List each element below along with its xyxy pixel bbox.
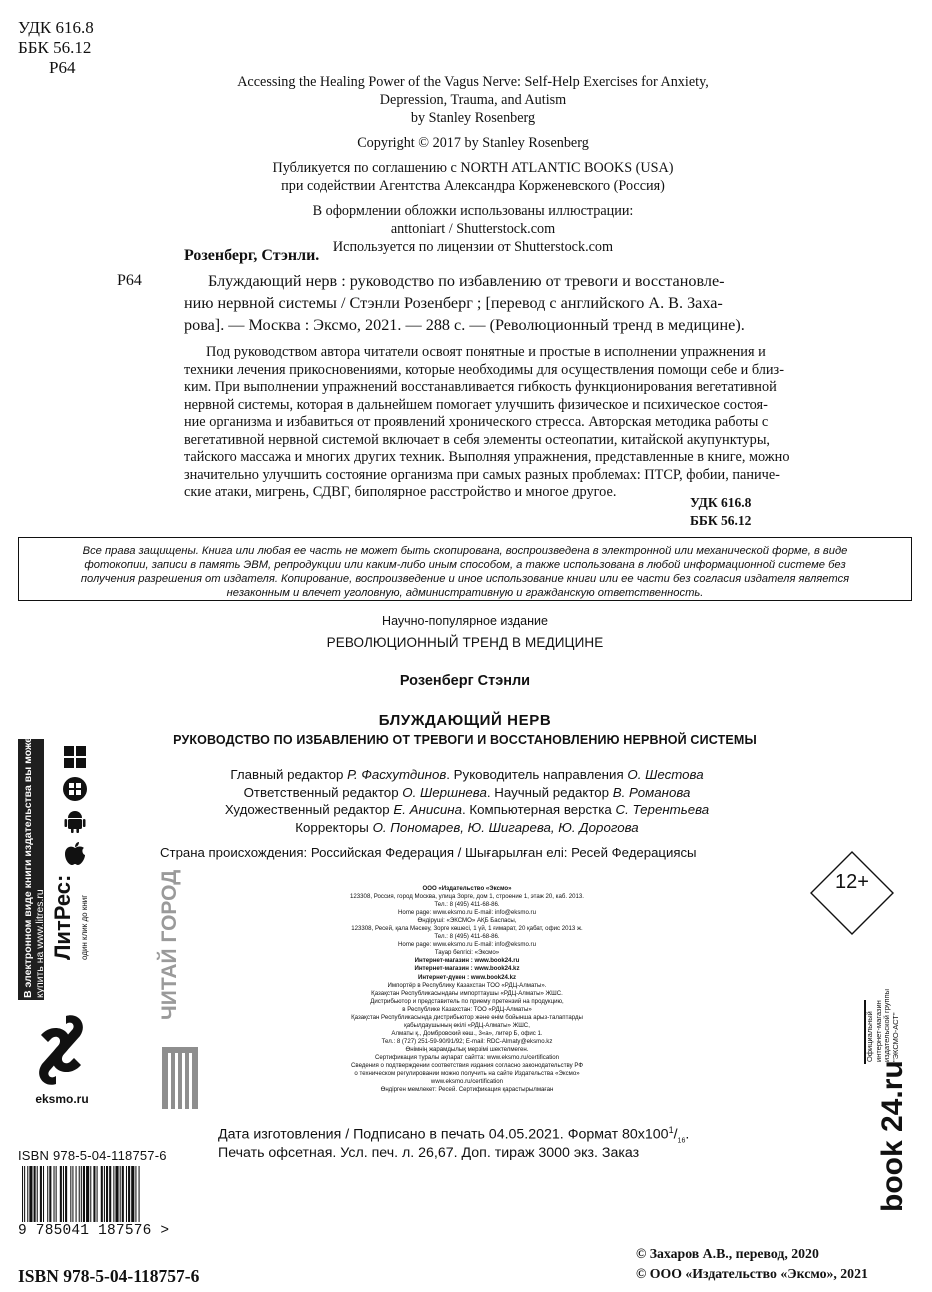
annotation-line: техники лечения прикосновениями, которые необходимы для осуществления помощи себе и близ- — [184, 361, 784, 378]
original-title-line2: Depression, Trauma, and Autism — [379, 92, 567, 108]
annotation-line: вегетативной нервной системой включает в себя элементы остеопатии, китайской акупунктуры, — [184, 431, 770, 448]
cover-credit-line2: anttoniart / Shutterstock.com — [390, 221, 556, 237]
publisher-line: Сведения о подтверждении соответствия издания согласно законодательству РФ — [351, 1062, 583, 1070]
barcode-bar — [120, 1166, 121, 1222]
litres-tagline: один клик до книг — [80, 894, 89, 960]
publisher-line: Тауар белгісі: «Эксмо» — [434, 949, 500, 957]
barcode-bar — [139, 1166, 140, 1222]
publisher-line: Home page: www.eksmo.ru E-mail: info@eksmo.ru — [398, 941, 536, 949]
chitai-gorod-logo: ЧИТАЙ ГОРОД — [158, 869, 181, 1020]
annotation-line: нервной системы, которая в дальнейшем помогает улучшить физическое и психическое состоя- — [184, 396, 768, 413]
publisher-line: ООО «Издательство «Эксмо» — [422, 885, 512, 892]
publisher-line: Интернет-магазин : www.book24.ru — [414, 957, 520, 965]
barcode-bar — [49, 1166, 51, 1222]
barcode-bar — [47, 1166, 48, 1222]
barcode-bar — [79, 1166, 80, 1222]
barcode-bar — [86, 1166, 89, 1222]
rights-line: получения разрешения от издателя. Копирование, воспроизведение и иное использование книги или ее части без согласия издателя является — [80, 573, 850, 585]
credits-line3: Художественный редактор Е. Анисина. Компьютерная верстка С. Терентьева — [224, 802, 710, 817]
author-sign: Р64 — [49, 58, 76, 77]
barcode-bar — [65, 1166, 67, 1222]
annotation-line: значительно улучшить состояние организма при самых разных проблемах: ПТСР, фобии, паниче- — [184, 466, 780, 483]
publisher-line: Дистрибьютор и представитель по приему претензий на продукцию, — [370, 997, 564, 1005]
credits-line2: Ответственный редактор О. Шершнева. Научный редактор В. Романова — [243, 784, 691, 800]
windows-phone-icon — [62, 776, 88, 802]
barcode-bar — [115, 1166, 118, 1222]
barcode-bar — [56, 1166, 57, 1222]
rights-notice — [19, 538, 911, 600]
publisher-line: Қазақстан Республикасындағы импорттаушы «РДЦ-Алматы» ЖШС. — [371, 989, 563, 997]
annotation-codes — [690, 494, 820, 530]
age-rating-text: 12+ — [835, 871, 869, 893]
book24-note: Официальный интернет-магазин издательской группы "ЭКСМО-АСТ" — [865, 988, 900, 1062]
barcode-bar — [81, 1166, 82, 1222]
publisher-line: Интернет-магазин : www.book24.kz — [414, 965, 520, 973]
barcode-bar — [43, 1166, 44, 1222]
publisher-line: о техническом регулировании можно получить на сайте Издательства «Эксмо» — [354, 1070, 580, 1078]
barcode-bar — [37, 1166, 38, 1222]
cover-credit-line1: В оформлении обложки использованы иллюстрации: — [312, 203, 634, 219]
publisher-line: Алматы қ., Домбровский көш., 3«а», литер Б, офис 1. — [391, 1029, 543, 1037]
series-title: РЕВОЛЮЦИОННЫЙ ТРЕНД В МЕДИЦИНЕ — [326, 635, 604, 650]
publisher-line: қабылдаушының өкілі «РДЦ-Алматы» ЖШС, — [404, 1021, 530, 1029]
publisher-line: 123308, Россия, город Москва, улица Зорге, дом 1, строение 1, этаж 20, каб. 2013. — [350, 893, 584, 901]
barcode-bar — [22, 1166, 23, 1222]
publisher-line: Home page: www.eksmo.ru E-mail: info@eksmo.ru — [398, 909, 536, 917]
barcode-bar — [83, 1166, 85, 1222]
barcode-bar — [126, 1166, 127, 1222]
barcode-bar — [90, 1166, 91, 1222]
barcode-bar — [72, 1166, 73, 1222]
rights-line: Все права защищены. Книга или любая ее часть не может быть скопирована, воспроизведена в электронной или механической форме, в виде — [82, 545, 848, 557]
rights-line: фотокопии, записи в память ЭВМ, репродукции или каким-либо иным способом, а также использована в любой информационной системе без — [84, 559, 846, 571]
windows-icon — [62, 744, 88, 770]
chitai-gorod-logo-icon — [162, 1025, 202, 1111]
barcode-icon — [18, 1166, 194, 1222]
publisher-line: Тел.: 8 (495) 411-68-86. — [434, 901, 500, 909]
udk-code-bottom: УДК 616.8 — [690, 495, 752, 510]
agreement-line1: Публикуется по соглашению с NORTH ATLANTIC BOOKS (USA) — [272, 160, 674, 176]
barcode-bar — [60, 1166, 62, 1222]
publisher-line: Өндіруші: «ЭКСМО» АҚБ Баспасы, — [417, 917, 517, 925]
publisher-line: Тел.: 8 (727) 251-59-90/91/92; E-mail: RDC-Almaty@eksmo.kz — [381, 1037, 553, 1045]
original-edition-info — [150, 73, 796, 256]
android-icon — [62, 808, 88, 834]
udk-code: УДК 616.8 — [18, 18, 94, 37]
original-copyright: Copyright © 2017 by Stanley Rosenberg — [357, 135, 589, 151]
publisher-line: www.eksmo.ru/certification — [430, 1078, 504, 1086]
bibliography-line1: Блуждающий нерв : руководство по избавлению от тревоги и восстановле- — [208, 272, 725, 290]
classification-codes — [18, 18, 94, 78]
eksmo-logo-icon — [26, 1010, 96, 1090]
annotation-line: ние организма и избавиться от проявлений хронического стресса. Авторская методика работы с — [184, 414, 769, 430]
barcode-bar — [93, 1166, 95, 1222]
book-title: БЛУЖДАЮЩИЙ НЕРВ — [378, 712, 552, 729]
barcode-bar — [54, 1166, 55, 1222]
bibliography-sign: Р64 — [117, 272, 142, 289]
barcode-digits: 9 785041 187576 > — [18, 1223, 170, 1239]
barcode-bar — [122, 1166, 124, 1222]
original-by-line: by Stanley Rosenberg — [410, 110, 536, 126]
copyright-publisher: © ООО «Издательство «Эксмо», 2021 — [636, 1266, 868, 1281]
bibliography-author: Розенберг, Стэнли. — [184, 247, 320, 264]
bibliography-line3: рова]. — Москва : Эксмо, 2021. — 288 с. — (Революционный тренд в медицине). — [184, 316, 745, 334]
country-of-origin: Страна происхождения: Российская Федерация / Шығарылған елі: Ресей Федерациясы — [160, 845, 697, 860]
barcode-bar — [113, 1166, 114, 1222]
barcode-bar — [70, 1166, 71, 1222]
barcode-bar — [24, 1166, 25, 1222]
cover-credit-line3: Используется по лицензии от Shutterstock.com — [332, 239, 614, 255]
annotation — [184, 344, 822, 502]
bbk-code-bottom: ББК 56.12 — [690, 513, 752, 528]
barcode-bar — [34, 1166, 36, 1222]
barcode-bar — [106, 1166, 108, 1222]
annotation-line: ские атаки, мигрень, СДВГ, биполярное расстройство и многое другое. — [184, 484, 617, 500]
barcode-bar — [76, 1166, 77, 1222]
barcode-bar — [109, 1166, 111, 1222]
print-info-line1: Дата изготовления / Подписано в печать 04.05.2021. Формат $80х100^1/_{16}$. — [218, 1125, 690, 1145]
book-subtitle: РУКОВОДСТВО ПО ИЗБАВЛЕНИЮ ОТ ТРЕВОГИ И ВОССТАНОВЛЕНИЮ НЕРВНОЙ СИСТЕМЫ — [173, 733, 757, 747]
agreement-line2: при содействии Агентства Александра Корженевского (Россия) — [281, 178, 665, 194]
bibliography-record — [184, 270, 822, 336]
publisher-info — [300, 885, 634, 1094]
barcode-bar — [29, 1166, 32, 1222]
credits — [140, 766, 794, 836]
publisher-line: Импортёр в Республику Казахстан ТОО «РДЦ-Алматы». — [387, 981, 547, 989]
barcode-bar — [40, 1166, 42, 1222]
publisher-line: Интернет-дүкен : www.book24.kz — [417, 973, 517, 981]
rights-line: незаконным и влечет уголовную, административную и гражданскую ответственность. — [226, 587, 704, 599]
annotation-line: тайского массажа и многих других техник. Выполняя упражнения, представленные в книге, можно — [184, 449, 790, 465]
annotation-line: Под руководством автора читатели освоят понятные и простые в исполнении упражнения и — [206, 344, 766, 360]
barcode-isbn: ISBN 978-5-04-118757-6 — [18, 1148, 167, 1163]
litres-text-line2: купить на www.litres.ru — [34, 889, 46, 998]
apple-icon — [62, 840, 88, 866]
barcode-bar — [131, 1166, 134, 1222]
publisher-line: Сертификация туралы ақпарат сайтта: www.eksmo.ru/certification — [374, 1053, 560, 1061]
publisher-line: Қазақстан Республикасында дистрибьютор және өнім бойынша арыз-талаптарды — [351, 1013, 583, 1021]
credits-line1: Главный редактор Р. Фасхутдинов. Руководитель направления О. Шестова — [230, 767, 704, 782]
bbk-code: ББК 56.12 — [18, 38, 92, 57]
barcode-bar — [128, 1166, 130, 1222]
publisher-line: в Республике Казахстан: ТОО «РДЦ-Алматы» — [402, 1005, 532, 1013]
annotation-line: ким. При выполнении упражнений восстанавливается гибкость функционирования вегетативной — [184, 379, 777, 395]
litres-text-line1: В электронном виде книги издательства вы можете — [22, 726, 34, 998]
barcode-bar — [101, 1166, 103, 1222]
edition-type: Научно-популярное издание — [382, 614, 548, 628]
original-title-line1: Accessing the Healing Power of the Vagus Nerve: Self-Help Exercises for Anxiety, — [237, 74, 709, 90]
barcode-bar — [104, 1166, 105, 1222]
barcode-bar — [97, 1166, 98, 1222]
publisher-line: 123308, Ресей, қала Мәскеу, Зорге көшесі, 1 үй, 1 ғимарат, 20 қабат, офис 2013 ж. — [351, 925, 583, 933]
credits-line4: Корректоры О. Пономарев, Ю. Шигарева, Ю. Дорогова — [295, 819, 639, 835]
publisher-line: Өндірген мемлекет: Ресей. Сертификация қарастырылмаған — [380, 1086, 554, 1094]
barcode-bar — [27, 1166, 28, 1222]
author-name: Розенберг Стэнли — [399, 673, 531, 689]
barcode-bar — [135, 1166, 136, 1222]
bibliography-line2: нию нервной системы / Стэнли Розенберг ; [перевод с английского А. В. Заха- — [184, 294, 723, 312]
publisher-line: Тел.: 8 (495) 411-68-86. — [434, 933, 500, 941]
publisher-line: Өнімнің жарамдылық мерзімі шектелмеген. — [405, 1045, 529, 1053]
barcode-bar — [63, 1166, 64, 1222]
eksmo-url: eksmo.ru — [35, 1092, 89, 1106]
book24-logo: book 24.ru — [876, 1060, 909, 1212]
copyright-translation: © Захаров А.В., перевод, 2020 — [636, 1246, 819, 1261]
rights-notice-box — [18, 537, 912, 601]
litres-logo: ЛитРес: — [50, 874, 75, 960]
isbn: ISBN 978-5-04-118757-6 — [18, 1266, 200, 1286]
print-info-line2: Печать офсетная. Усл. печ. л. 26,67. Доп. тираж 3000 экз. Заказ — [218, 1145, 640, 1161]
